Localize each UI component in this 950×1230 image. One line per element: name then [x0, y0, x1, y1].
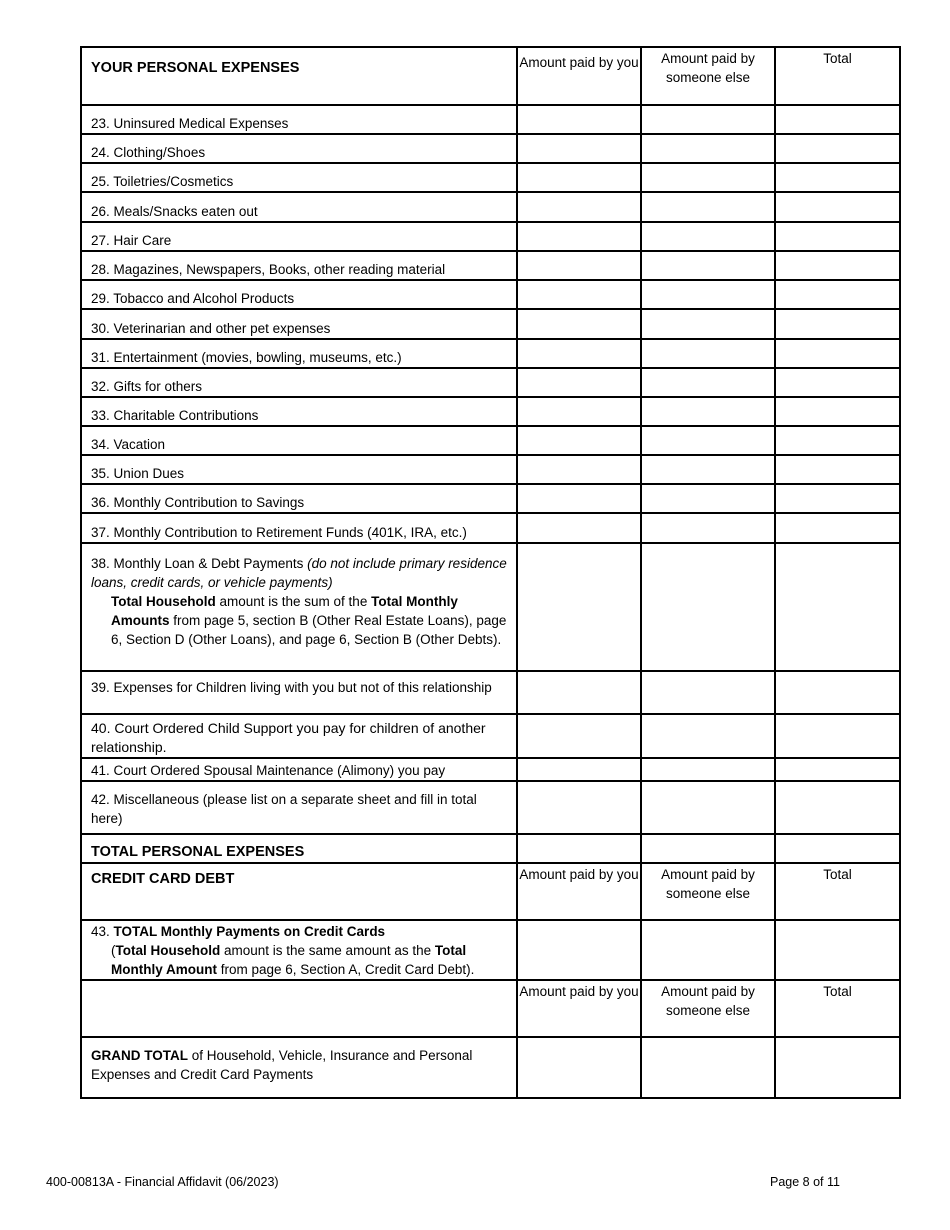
amount-you-input[interactable] — [517, 163, 641, 192]
grand-total-label: GRAND TOTAL of Household, Vehicle, Insurance and Personal Expenses and Credit Card Payments — [81, 1037, 517, 1098]
item-label-38: 38. Monthly Loan & Debt Payments (do not include primary residence loans, credit cards, or vehicle payments) Total Household amount is the sum of the Total Monthly Amounts from page 5, section B (Other Real Estate Loans), page 6, Section D (Other Loans), and page 6, Section B (Other Debts). — [81, 543, 517, 671]
total-input[interactable] — [775, 309, 900, 339]
item-label-41: 41. Court Ordered Spousal Maintenance (Alimony) you pay — [81, 758, 517, 781]
grand-someone-else-input[interactable] — [641, 1037, 775, 1098]
item-label: 34. Vacation — [81, 426, 517, 455]
form-id: 400-00813A - Financial Affidavit (06/2023) — [46, 1175, 279, 1189]
amount-you-input[interactable] — [517, 455, 641, 484]
item-label: 29. Tobacco and Alcohol Products — [81, 280, 517, 309]
amount-someone-else-input[interactable] — [641, 309, 775, 339]
col-header-someone-else: Amount paid by someone else — [641, 47, 775, 105]
amount-someone-else-input[interactable] — [641, 134, 775, 163]
col-header-you: Amount paid by you — [517, 980, 641, 1037]
item-row — [81, 251, 900, 280]
item-row — [81, 280, 900, 309]
total-input[interactable] — [775, 484, 900, 513]
amount-someone-else-input[interactable] — [641, 368, 775, 397]
item-row — [81, 397, 900, 426]
item-label: 27. Hair Care — [81, 222, 517, 251]
item-label: 23. Uninsured Medical Expenses — [81, 105, 517, 134]
total-input[interactable] — [775, 163, 900, 192]
amount-you-input[interactable] — [517, 781, 641, 834]
item-row — [81, 426, 900, 455]
col-header-someone-else: Amount paid by someone else — [641, 980, 775, 1037]
total-input[interactable] — [775, 781, 900, 834]
header-row — [81, 47, 900, 105]
total-input[interactable] — [775, 339, 900, 368]
total-total-input[interactable] — [775, 834, 900, 863]
item-row — [81, 513, 900, 543]
item-label: 33. Charitable Contributions — [81, 397, 517, 426]
credit-card-title: CREDIT CARD DEBT — [81, 863, 517, 920]
total-input[interactable] — [775, 426, 900, 455]
total-input[interactable] — [775, 222, 900, 251]
item-row — [81, 163, 900, 192]
item-row — [81, 309, 900, 339]
personal-expenses-table — [80, 46, 901, 1099]
col-header-you: Amount paid by you — [517, 863, 641, 920]
amount-someone-else-input[interactable] — [641, 163, 775, 192]
total-personal-label: TOTAL PERSONAL EXPENSES — [81, 834, 517, 863]
col-header-you: Amount paid by you — [517, 47, 641, 105]
item-row — [81, 134, 900, 163]
item-label: 28. Magazines, Newspapers, Books, other reading material — [81, 251, 517, 280]
total-input[interactable] — [775, 251, 900, 280]
amount-you-input[interactable] — [517, 714, 641, 758]
amount-you-input[interactable] — [517, 484, 641, 513]
total-input[interactable] — [775, 192, 900, 222]
item-label: 26. Meals/Snacks eaten out — [81, 192, 517, 222]
amount-you-input[interactable] — [517, 920, 641, 980]
amount-someone-else-input[interactable] — [641, 105, 775, 134]
amount-you-input[interactable] — [517, 309, 641, 339]
amount-someone-else-input[interactable] — [641, 513, 775, 543]
amount-you-input[interactable] — [517, 105, 641, 134]
amount-someone-else-input[interactable] — [641, 758, 775, 781]
item-label: 37. Monthly Contribution to Retirement Funds (401K, IRA, etc.) — [81, 513, 517, 543]
amount-someone-else-input[interactable] — [641, 543, 775, 671]
total-personal-row — [81, 834, 900, 863]
item-label: 24. Clothing/Shoes — [81, 134, 517, 163]
total-input[interactable] — [775, 513, 900, 543]
amount-you-input[interactable] — [517, 543, 641, 671]
item-label-39: 39. Expenses for Children living with you but not of this relationship — [81, 671, 517, 714]
amount-you-input[interactable] — [517, 397, 641, 426]
item-label: 36. Monthly Contribution to Savings — [81, 484, 517, 513]
total-input[interactable] — [775, 105, 900, 134]
item-row-41 — [81, 758, 900, 781]
total-input[interactable] — [775, 758, 900, 781]
total-input[interactable] — [775, 397, 900, 426]
blank-header-cell — [81, 980, 517, 1037]
amount-you-input[interactable] — [517, 192, 641, 222]
amount-you-input[interactable] — [517, 368, 641, 397]
col-header-total: Total — [775, 863, 900, 920]
amount-someone-else-input[interactable] — [641, 397, 775, 426]
amount-you-input[interactable] — [517, 758, 641, 781]
grand-total-input[interactable] — [775, 1037, 900, 1098]
amount-you-input[interactable] — [517, 426, 641, 455]
amount-you-input[interactable] — [517, 280, 641, 309]
total-input[interactable] — [775, 714, 900, 758]
item-row — [81, 192, 900, 222]
item-row-38 — [81, 543, 900, 671]
amount-someone-else-input[interactable] — [641, 426, 775, 455]
item-label: 31. Entertainment (movies, bowling, museums, etc.) — [81, 339, 517, 368]
amount-someone-else-input[interactable] — [641, 714, 775, 758]
item-row-43 — [81, 920, 900, 980]
total-you-input[interactable] — [517, 834, 641, 863]
amount-someone-else-input[interactable] — [641, 222, 775, 251]
item-row-42 — [81, 781, 900, 834]
item-row — [81, 339, 900, 368]
grand-you-input[interactable] — [517, 1037, 641, 1098]
item-label-42: 42. Miscellaneous (please list on a separate sheet and fill in total here) — [81, 781, 517, 834]
page-number: Page 8 of 11 — [770, 1175, 840, 1189]
item-label-40: 40. Court Ordered Child Support you pay for children of another relationship. — [81, 714, 517, 758]
amount-you-input[interactable] — [517, 134, 641, 163]
total-someone-else-input[interactable] — [641, 834, 775, 863]
section-title: YOUR PERSONAL EXPENSES — [81, 47, 517, 105]
col-header-total: Total — [775, 980, 900, 1037]
amount-someone-else-input[interactable] — [641, 671, 775, 714]
item-label-43: 43. TOTAL Monthly Payments on Credit Cards (Total Household amount is the same amount as the Total Monthly Amount from page 6, Section A, Credit Card Debt). — [81, 920, 517, 980]
amount-you-input[interactable] — [517, 513, 641, 543]
total-input[interactable] — [775, 543, 900, 671]
item-row — [81, 484, 900, 513]
amount-someone-else-input[interactable] — [641, 781, 775, 834]
item-row — [81, 368, 900, 397]
grand-total-row — [81, 1037, 900, 1098]
total-input[interactable] — [775, 671, 900, 714]
total-input[interactable] — [775, 368, 900, 397]
amount-you-input[interactable] — [517, 222, 641, 251]
total-input[interactable] — [775, 455, 900, 484]
amount-someone-else-input[interactable] — [641, 192, 775, 222]
total-input[interactable] — [775, 134, 900, 163]
amount-someone-else-input[interactable] — [641, 484, 775, 513]
item-row — [81, 222, 900, 251]
item-row — [81, 105, 900, 134]
item-label: 35. Union Dues — [81, 455, 517, 484]
amount-someone-else-input[interactable] — [641, 280, 775, 309]
col-header-someone-else: Amount paid by someone else — [641, 863, 775, 920]
amount-someone-else-input[interactable] — [641, 920, 775, 980]
item-label: 32. Gifts for others — [81, 368, 517, 397]
credit-header-row — [81, 863, 900, 920]
col-header-total: Total — [775, 47, 900, 105]
amount-you-input[interactable] — [517, 339, 641, 368]
amount-you-input[interactable] — [517, 671, 641, 714]
grand-header-row — [81, 980, 900, 1037]
amount-someone-else-input[interactable] — [641, 455, 775, 484]
item-label: 25. Toiletries/Cosmetics — [81, 163, 517, 192]
total-input[interactable] — [775, 280, 900, 309]
amount-someone-else-input[interactable] — [641, 251, 775, 280]
item-row-39 — [81, 671, 900, 714]
item-row — [81, 455, 900, 484]
amount-you-input[interactable] — [517, 251, 641, 280]
total-input[interactable] — [775, 920, 900, 980]
amount-someone-else-input[interactable] — [641, 339, 775, 368]
item-row-40 — [81, 714, 900, 758]
item-label: 30. Veterinarian and other pet expenses — [81, 309, 517, 339]
